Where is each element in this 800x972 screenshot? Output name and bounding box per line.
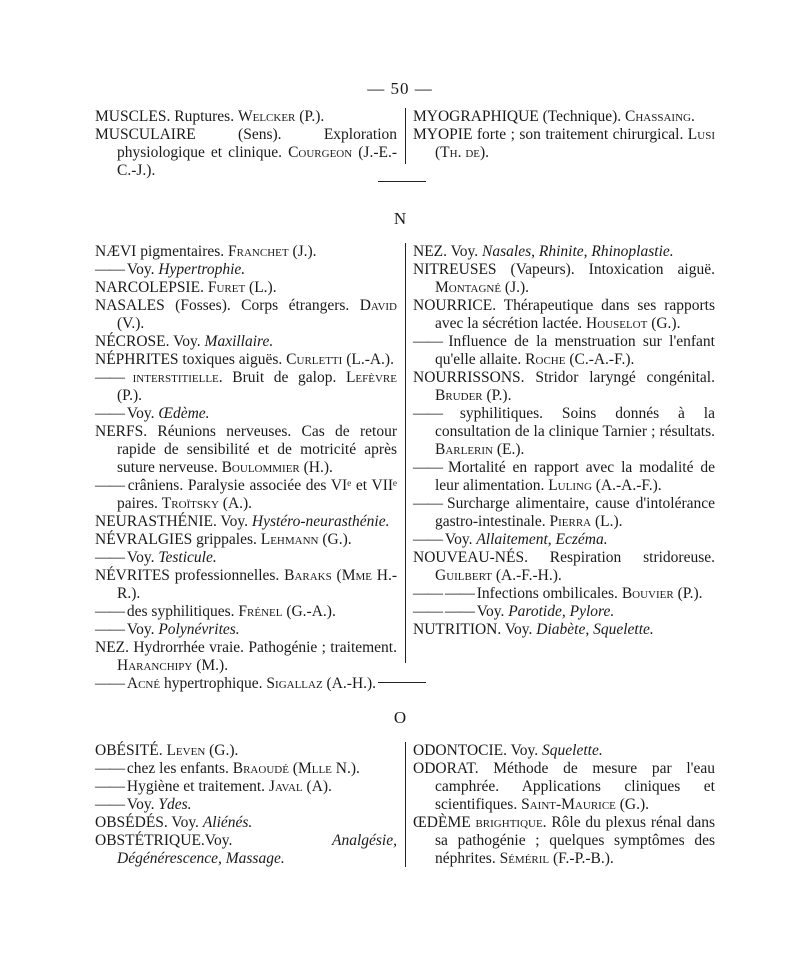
entry-head: chez les enfants. <box>126 760 233 777</box>
entry-head: syphilitiques. Soins donnés à la consultation de la clinique Tarnier ; résultats. <box>435 405 715 440</box>
entry-italic: Hystéro-neurasthénie. <box>251 513 390 530</box>
entry-head: ODONTOCIE. Voy. <box>413 742 543 759</box>
entry-dash: —— <box>413 495 448 512</box>
n-section <box>95 243 715 693</box>
entry-italic: Œdème. <box>158 405 210 422</box>
index-entry <box>413 531 715 549</box>
index-entry <box>413 760 715 814</box>
entry-author: Leven (G.). <box>166 742 239 759</box>
entry-author: Boulommier (H.). <box>221 459 333 476</box>
o-left-column <box>95 742 397 868</box>
index-entry <box>413 261 715 297</box>
entry-dash: —— <box>95 549 127 566</box>
index-entry <box>95 243 397 261</box>
column-divider <box>405 108 406 164</box>
entry-author: Luling (A.-A.-F.). <box>548 477 662 494</box>
index-entry <box>413 585 715 603</box>
index-entry <box>95 639 397 675</box>
entry-author: Houselot (G.). <box>586 315 681 332</box>
n-right-column <box>413 243 715 693</box>
entry-head: NÆVI pigmentaires. <box>95 243 229 260</box>
index-entry: MYOGRAPHIQUE (Technique). Chassaing. <box>413 108 695 125</box>
index-entry <box>95 261 397 279</box>
index-entry <box>95 423 397 477</box>
entry-author: Roche (C.-A.-F.). <box>525 351 635 368</box>
index-entry <box>413 459 715 495</box>
entry-head: Voy. <box>126 405 159 422</box>
index-entry <box>95 621 397 639</box>
entry-head: NEZ. Hydrorrhée vraie. Pathogénie ; traitement. <box>95 639 397 656</box>
index-entry <box>95 760 397 778</box>
n-left-column <box>95 243 397 693</box>
entry-author: Franchet (J.). <box>228 243 317 260</box>
index-entry <box>413 621 715 639</box>
entry-head: des syphilitiques. <box>126 603 239 620</box>
entry-author: Braoudé (Mlle N.). <box>232 760 360 777</box>
entry-dash: —— <box>95 675 127 692</box>
entry-dash: —— <box>95 477 128 494</box>
entry-dash: —— <box>95 405 127 422</box>
entry-mid: Bruit de galop. <box>222 369 346 386</box>
entry-head: NARCOLEPSIE. <box>95 279 208 296</box>
entry-dash: —— <box>95 603 127 620</box>
entry-head: OBÉSITÉ. <box>95 742 167 759</box>
entry-head: NEURASTHÉNIE. Voy. <box>95 513 252 530</box>
entry-head: Mortalité en rapport avec la modalité de leur alimentation. <box>435 459 716 494</box>
entry-head: NERFS. Réunions nerveuses. Cas de retour rapide de sensibilité et de motricité après suture nerveuse. <box>95 423 397 476</box>
entry-head: NÉVRITES professionnelles. <box>95 567 285 584</box>
entry-italic: Maxillaire. <box>204 333 274 350</box>
entry-italic: Allaitement, Eczéma. <box>476 531 608 548</box>
entry-sc: Acné <box>126 675 161 692</box>
entry-dash: —— <box>413 459 448 476</box>
entry-author: Furet (L.). <box>207 279 277 296</box>
index-entry <box>413 333 715 369</box>
entry-mid: hypertrophique. <box>160 675 267 692</box>
entry-author: Saint-Maurice (G.). <box>521 796 650 813</box>
index-entry <box>413 549 715 585</box>
index-entry <box>413 297 715 333</box>
index-entry <box>413 405 715 459</box>
letter-heading-o: O <box>393 708 407 727</box>
m-right-column <box>413 108 715 180</box>
entry-head: NEZ. Voy. <box>413 243 483 260</box>
index-entry <box>95 369 397 405</box>
column-divider <box>405 243 406 663</box>
entry-author: Lehmann (G.). <box>260 531 352 548</box>
entry-italic: Testicule. <box>158 549 217 566</box>
entry-author: Bouvier (P.). <box>621 585 703 602</box>
index-entry <box>413 742 715 760</box>
entry-dash: —— —— <box>413 603 477 620</box>
entry-dash: —— <box>95 621 127 638</box>
index-entry <box>95 333 397 351</box>
o-section <box>95 742 715 868</box>
entry-italic: Analgésie, Dégénérescence, Massage. <box>117 832 397 867</box>
index-entry <box>95 279 397 297</box>
index-entry: MYOPIE forte ; son traitement chirurgical. Lusi (Th. de). <box>413 126 715 161</box>
index-entry <box>95 531 397 549</box>
index-entry <box>95 405 397 423</box>
index-entry <box>95 567 397 603</box>
index-entry <box>95 477 397 513</box>
entry-author: Montagné (J.). <box>435 279 530 296</box>
section-rule <box>378 682 426 683</box>
entry-head: OBSÉDÉS. Voy. <box>95 814 203 831</box>
entry-author: Troïtsky (A.). <box>161 495 253 512</box>
entry-author: Barlerin (E.). <box>435 441 525 458</box>
entry-author: Sigallaz (A.-H.). <box>266 675 377 692</box>
index-entry <box>413 814 715 868</box>
entry-author: Lefèvre (P.). <box>117 369 397 404</box>
entry-author: Baraks (Mme H.-R.). <box>117 567 397 602</box>
entry-italic: Squelette. <box>542 742 603 759</box>
entry-head: ODORAT. Méthode de mesure par l'eau camphrée. Applications cliniques et scientifiques. <box>413 760 715 813</box>
entry-author: Bruder (P.). <box>435 387 512 404</box>
entry-sc: brightique. <box>475 814 547 831</box>
section-rule <box>378 181 426 182</box>
entry-head: Voy. <box>444 531 477 548</box>
entry-mid: Rôle du plexus rénal dans sa pathogénie ; quelques symptômes des néphrites. <box>435 814 715 867</box>
entry-head: NÉVRALGIES grippales. <box>95 531 261 548</box>
index-entry: MUSCULAIRE (Sens). Exploration physiologique et clinique. Courgeon (J.-E.-C.-J.). <box>95 126 397 179</box>
entry-dash: —— —— <box>413 585 477 602</box>
page-number: — 50 — <box>367 79 433 98</box>
entry-head: NITREUSES (Vapeurs). Intoxication aiguë. <box>413 261 715 278</box>
entry-dash: —— <box>95 760 127 777</box>
index-entry <box>95 832 397 868</box>
entry-head: crâniens. Paralysie associée des VIᵉ et VIIᵉ paires. <box>117 477 397 512</box>
entry-sc: interstitielle. <box>132 369 223 386</box>
index-entry <box>95 297 397 333</box>
entry-dash: —— <box>95 778 127 795</box>
entry-head: Hygiène et traitement. <box>126 778 269 795</box>
column-divider <box>405 742 406 867</box>
entry-author: Frénel (G.-A.). <box>238 603 336 620</box>
index-entry <box>413 243 715 261</box>
entry-head: Voy. <box>476 603 509 620</box>
entry-head: NASALES (Fosses). Corps étrangers. <box>95 297 360 314</box>
index-entry <box>95 742 397 760</box>
entry-italic: Parotide, Pylore. <box>508 603 615 620</box>
entry-italic: Hypertrophie. <box>158 261 246 278</box>
entry-dash: —— <box>95 261 127 278</box>
entry-dash: —— <box>413 405 460 422</box>
entry-head: OBSTÉTRIQUE.Voy. <box>95 832 332 849</box>
entry-head: NÉCROSE. Voy. <box>95 333 205 350</box>
index-entry <box>95 814 397 832</box>
entry-head: ŒDÈME <box>413 814 476 831</box>
index-entry <box>95 796 397 814</box>
entry-author: Curletti (L.-A.). <box>286 351 394 368</box>
entry-head: Voy. <box>126 549 159 566</box>
entry-dash: —— <box>413 531 445 548</box>
index-entry <box>95 351 397 369</box>
entry-italic: Polynévrites. <box>158 621 240 638</box>
entry-head: Voy. <box>126 796 159 813</box>
entry-dash: —— <box>413 333 449 350</box>
entry-dash: —— <box>95 796 127 813</box>
entry-italic: Ydes. <box>158 796 192 813</box>
entry-italic: Aliénés. <box>202 814 253 831</box>
index-entry <box>95 603 397 621</box>
entry-head: Influence de la menstruation sur l'enfant qu'elle allaite. <box>435 333 715 368</box>
index-entry <box>95 675 397 693</box>
index-entry <box>413 495 715 531</box>
index-entry <box>413 603 715 621</box>
entry-head: NOUVEAU-NÉS. Respiration stridoreuse. <box>413 549 715 566</box>
entry-italic: Diabète, Squelette. <box>536 621 654 638</box>
entry-author: Séméril (F.-P.-B.). <box>499 850 614 867</box>
index-entry <box>95 549 397 567</box>
entry-author: Pierra (L.). <box>549 513 623 530</box>
o-right-column <box>413 742 715 868</box>
entry-head: Infections ombilicales. <box>476 585 622 602</box>
entry-author: Javal (A). <box>268 778 332 795</box>
entry-head: NÉPHRITES toxiques aiguës. <box>95 351 287 368</box>
entry-author: Haranchipy (M.). <box>117 657 229 674</box>
m-left-column <box>95 108 397 180</box>
m-section <box>95 108 715 180</box>
entry-head: NOURRISSONS. Stridor laryngé congénital. <box>413 369 715 386</box>
index-entry <box>413 369 715 405</box>
letter-heading-n: N <box>393 209 407 228</box>
entry-head: Surcharge alimentaire, cause d'intolérance gastro-intestinale. <box>435 495 716 530</box>
index-entry: MUSCLES. Ruptures. Welcker (P.). <box>95 108 325 125</box>
entry-head: NOURRICE. Thérapeutique dans ses rapports avec la sécrétion lactée. <box>413 297 715 332</box>
entry-head: NUTRITION. Voy. <box>413 621 537 638</box>
entry-head: Voy. <box>126 621 159 638</box>
index-entry <box>95 513 397 531</box>
entry-author: David (V.). <box>117 297 397 332</box>
entry-head: Voy. <box>126 261 159 278</box>
entry-author: Guilbert (A.-F.-H.). <box>435 567 562 584</box>
entry-italic: Nasales, Rhinite, Rhinoplastie. <box>482 243 674 260</box>
entry-dash: —— <box>95 369 133 386</box>
index-entry <box>95 778 397 796</box>
